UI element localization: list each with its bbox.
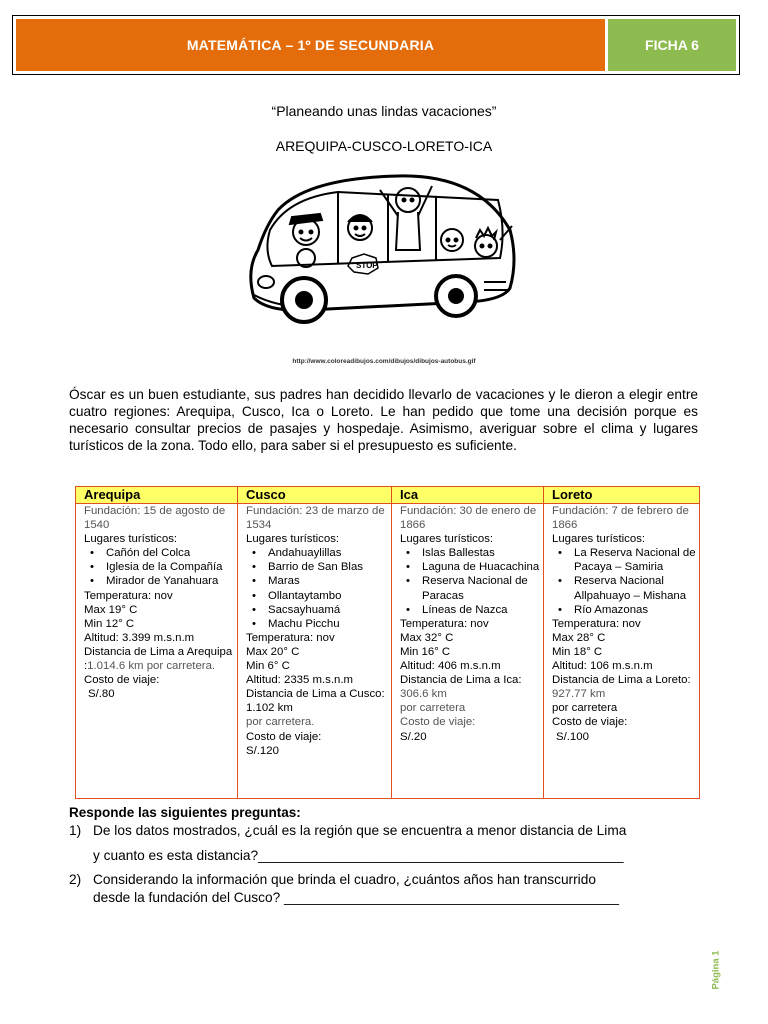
document-title: “Planeando unas lindas vacaciones” <box>271 103 497 119</box>
cost-value: S/.80 <box>88 688 115 701</box>
image-credit-link[interactable]: http://www.coloreadibujos.com/dibujos/dibujos-autobus.gif <box>292 358 476 365</box>
region-cell <box>544 504 700 799</box>
min-temperature: Min 6° C <box>246 660 290 673</box>
list-item: • Maras <box>268 574 389 588</box>
min-temperature: Min 16° C <box>400 645 451 658</box>
course-title: MATEMÁTICA – 1º DE SECUNDARIA <box>16 19 605 71</box>
list-item: • Cañón del Colca <box>106 546 235 560</box>
question-text[interactable]: y cuanto es esta distancia?________________________________________________ <box>93 848 624 863</box>
cost-label: Costo de viaje: <box>552 716 628 729</box>
list-item: • Reserva Nacional de Paracas <box>422 574 541 602</box>
cost-value: S/.100 <box>556 730 589 743</box>
distance: Distancia de Lima a Cusco: 1.102 km por carretera. <box>246 688 385 729</box>
regions-table <box>75 486 700 799</box>
temperature-label: Temperatura: nov <box>552 617 641 630</box>
region-header: Cusco <box>238 487 392 504</box>
max-temperature: Max 20° C <box>246 645 300 658</box>
region-cell <box>238 504 392 799</box>
region-header: Arequipa <box>76 487 238 504</box>
places-label: Lugares turísticos: <box>552 533 646 546</box>
region-header: Ica <box>392 487 544 504</box>
distance: Distancia de Lima a Loreto: 927.77 km por carretera <box>552 674 691 715</box>
list-item: • Reserva Nacional Allpahuayo – Mishana <box>574 574 697 602</box>
intro-paragraph: Óscar es un buen estudiante, sus padres han decidido llevarlo de vacaciones y le dieron a elegir entre cuatro regiones: Arequipa, Cusco, Ica o Loreto. Le han pedido que tome una decisión porque es necesario consultar precios de pasajes y hospedaje. Asimismo, averiguar sobre el clima y lugares turísticos de la zona. Todo ello, para saber si el presupuesto es suficiente. <box>69 387 698 453</box>
list-item: • Mirador de Yanahuara <box>106 574 235 588</box>
founding-date: Fundación: 23 de marzo de 1534 <box>246 505 385 532</box>
places-list <box>84 546 235 588</box>
header-banner <box>12 15 740 75</box>
list-item: • Sacsayhuamá <box>268 603 389 617</box>
list-item: • Río Amazonas <box>574 603 697 617</box>
places-label: Lugares turísticos: <box>246 533 340 546</box>
question-text: De los datos mostrados, ¿cuál es la región que se encuentra a menor distancia de Lima <box>93 823 627 838</box>
temperature-label: Temperatura: nov <box>84 589 173 602</box>
altitude: Altitud: 3.399 m.s.n.m <box>84 631 195 644</box>
places-list <box>552 546 697 616</box>
region-header: Loreto <box>544 487 700 504</box>
distance: Distancia de Lima a Arequipa :1.014.6 km por carretera. <box>84 645 233 673</box>
cost-label: Costo de viaje: <box>84 674 160 687</box>
svg-text:STOP: STOP <box>356 261 378 270</box>
founding-date: Fundación: 7 de febrero de 1866 <box>552 505 689 532</box>
question-text[interactable]: desde la fundación del Cusco? ____________________________________________ <box>93 890 619 905</box>
list-item: • Iglesia de la Compañía <box>106 560 235 574</box>
bus-illustration <box>248 170 520 342</box>
places-list <box>246 546 389 631</box>
founding-date: Fundación: 30 de enero de 1866 <box>400 505 537 532</box>
altitude: Altitud: 2335 m.s.n.m <box>246 674 353 687</box>
list-item: • Islas Ballestas <box>422 546 541 560</box>
question-number: 2) <box>69 872 82 887</box>
list-item: • Andahuaylillas <box>268 546 389 560</box>
page-number: Página 1 <box>710 950 722 990</box>
document-subtitle: AREQUIPA-CUSCO-LORETO-ICA <box>275 138 493 154</box>
cost-value: S/.20 <box>400 730 427 743</box>
sheet-label: FICHA 6 <box>608 19 736 71</box>
temperature-label: Temperatura: nov <box>246 631 335 644</box>
altitude: Altitud: 406 m.s.n.m <box>400 660 501 673</box>
altitude: Altitud: 106 m.s.n.m <box>552 660 653 673</box>
cost-value: S/.120 <box>246 744 279 757</box>
list-item: • Líneas de Nazca <box>422 603 541 617</box>
region-cell <box>392 504 544 799</box>
list-item: • Ollantaytambo <box>268 589 389 603</box>
temperature-label: Temperatura: nov <box>400 617 489 630</box>
places-list <box>400 546 541 616</box>
list-item: • Laguna de Huacachina <box>422 560 541 574</box>
min-temperature: Min 12° C <box>84 617 135 630</box>
distance: Distancia de Lima a Ica: 306.6 km por carretera <box>400 674 522 715</box>
places-label: Lugares turísticos: <box>84 533 178 546</box>
places-label: Lugares turísticos: <box>400 533 494 546</box>
founding-date: Fundación: 15 de agosto de 1540 <box>84 505 226 532</box>
max-temperature: Max 19° C <box>84 603 138 616</box>
list-item: • Barrio de San Blas <box>268 560 389 574</box>
questions-heading: Responde las siguientes preguntas: <box>69 805 301 820</box>
list-item: • Machu Picchu <box>268 617 389 631</box>
list-item: • La Reserva Nacional de Pacaya – Samiria <box>574 546 697 574</box>
cost-label: Costo de viaje: <box>246 730 322 743</box>
cost-label: Costo de viaje: <box>400 716 476 729</box>
max-temperature: Max 28° C <box>552 631 606 644</box>
min-temperature: Min 18° C <box>552 645 603 658</box>
question-number: 1) <box>69 823 82 838</box>
question-text: Considerando la información que brinda el cuadro, ¿cuántos años han transcurrido <box>93 872 596 887</box>
region-cell <box>76 504 238 799</box>
max-temperature: Max 32° C <box>400 631 454 644</box>
